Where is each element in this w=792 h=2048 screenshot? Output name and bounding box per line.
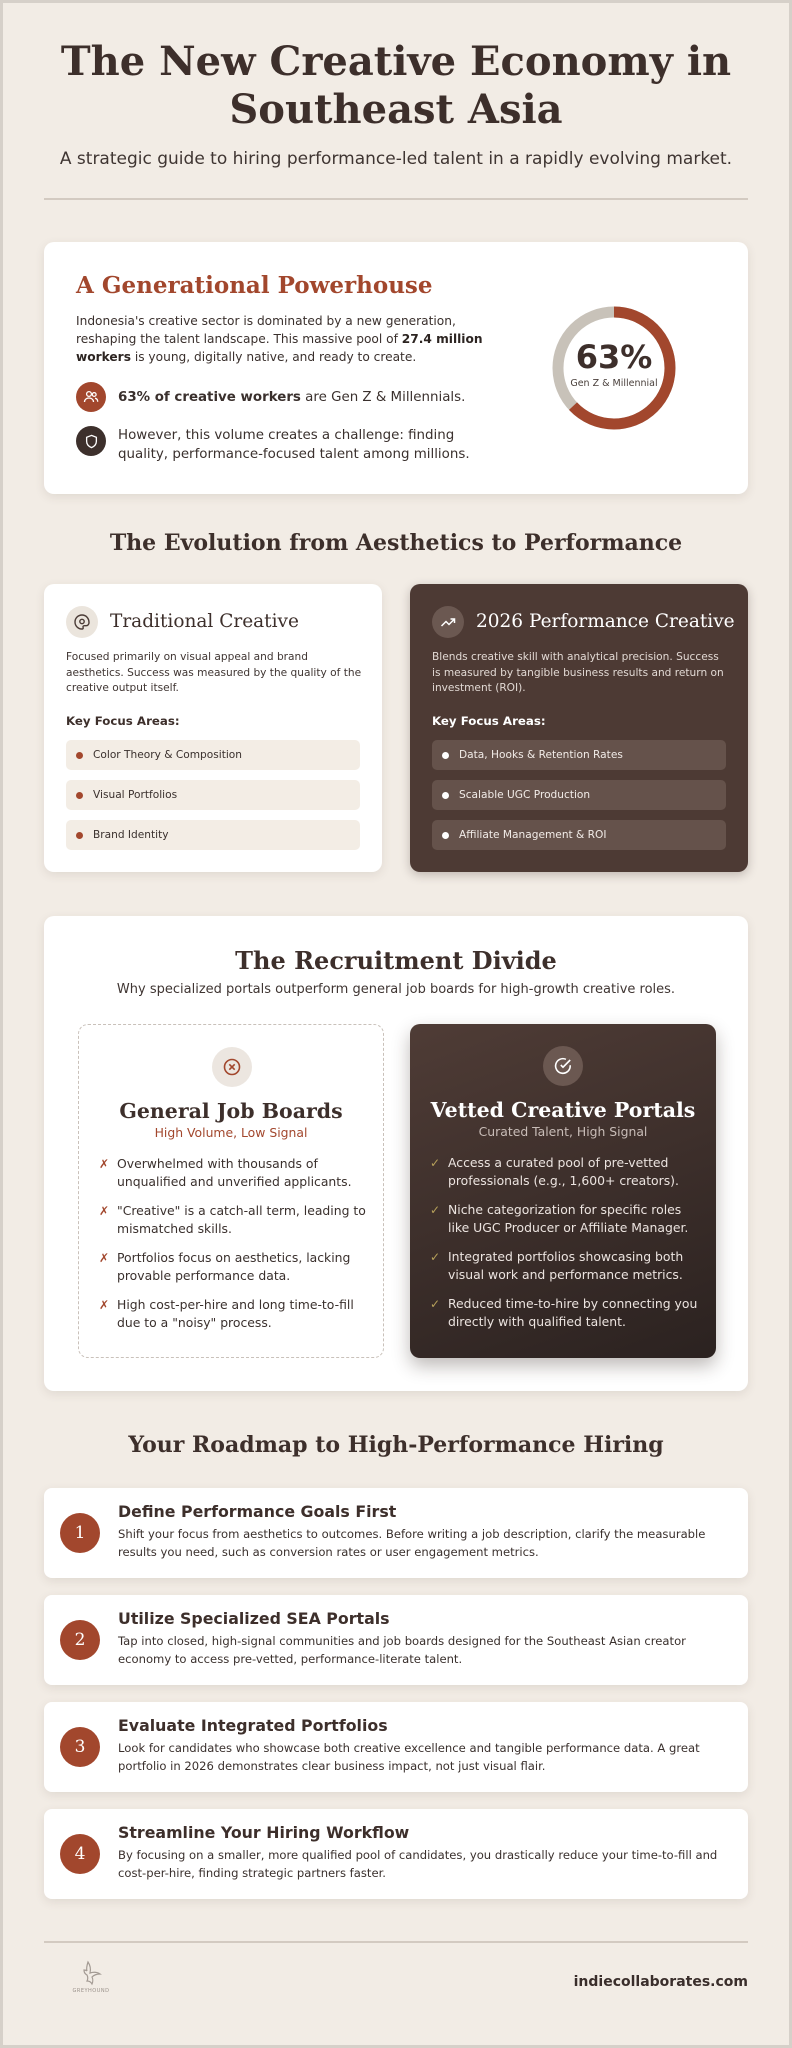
general-job-boards-panel: [78, 1024, 384, 1358]
list-item: [430, 1154, 700, 1190]
site-link[interactable]: indiecollaborates.com: [573, 1974, 748, 1990]
generational-powerhouse-card: [44, 242, 748, 494]
stat-text: [118, 388, 465, 407]
check-circle-icon: [543, 1046, 583, 1086]
lead-text: Indonesia's creative sector is dominated by a new generation, reshaping the talent landscape. This massive pool of: [76, 314, 456, 346]
users-icon: [76, 382, 106, 412]
list-item: [99, 1202, 369, 1238]
roadmap-title: Your Roadmap to High-Performance Hiring: [128, 1432, 664, 1458]
traditional-creative-card: [44, 584, 382, 872]
check-icon: ✓: [430, 1203, 441, 1217]
check-icon: ✓: [430, 1297, 441, 1311]
challenge-text: However, this volume creates a challenge: finding quality, performance-focused talent among millions.: [118, 428, 470, 462]
focus-item: [66, 740, 360, 770]
check-icon: ✓: [430, 1156, 441, 1170]
general-title: General Job Boards: [119, 1099, 343, 1123]
list-item-text: Access a curated pool of pre-vetted professionals (e.g., 1,600+ creators).: [448, 1155, 679, 1188]
list-item-text: "Creative" is a catch-all term, leading to mismatched skills.: [117, 1203, 366, 1236]
performance-creative-card: [410, 584, 748, 872]
step-title: Utilize Specialized SEA Portals: [118, 1609, 390, 1628]
general-subtitle: High Volume, Low Signal: [154, 1125, 308, 1140]
vetted-creative-portals-panel: [410, 1024, 716, 1358]
list-item: [99, 1155, 369, 1191]
donut-label: Gen Z & Millennial: [570, 378, 658, 389]
trend-up-icon: [432, 606, 464, 638]
cross-icon: ✗: [99, 1204, 110, 1218]
x-circle-icon: [212, 1047, 252, 1087]
roadmap-step: [44, 1488, 748, 1578]
palette-icon: [66, 606, 98, 638]
focus-item-label: Color Theory & Composition: [93, 749, 242, 761]
focus-item: [432, 740, 726, 770]
roadmap-step: [44, 1595, 748, 1685]
page-title: The New Creative Economy in Southeast Asia: [60, 38, 732, 133]
list-item-text: High cost-per-hire and long time-to-fill due to a "noisy" process.: [117, 1297, 354, 1330]
challenge-row: [76, 426, 496, 464]
focus-item: [432, 820, 726, 850]
step-title: Streamline Your Hiring Workflow: [118, 1823, 410, 1842]
evolution-title: The Evolution from Aesthetics to Performance: [109, 530, 683, 556]
roadmap-step: [44, 1702, 748, 1792]
page-subtitle: A strategic guide to hiring performance-led talent in a rapidly evolving market.: [59, 149, 733, 169]
list-item-text: Integrated portfolios showcasing both visual work and performance metrics.: [448, 1249, 684, 1282]
footer-divider: [44, 1941, 748, 1943]
focus-item-label: Visual Portfolios: [93, 789, 178, 801]
recruitment-divide-subtitle: Why specialized portals outperform general job boards for high-growth creative roles.: [116, 982, 676, 997]
shield-icon: [76, 426, 106, 456]
stat-row: [76, 382, 496, 412]
vetted-title: Vetted Creative Portals: [430, 1098, 696, 1122]
focus-item-label: Scalable UGC Production: [459, 789, 591, 801]
stat-rest: are Gen Z & Millennials.: [300, 390, 466, 405]
step-number: 1: [60, 1513, 100, 1553]
list-item-text: Niche categorization for specific roles like UGC Producer or Affiliate Manager.: [448, 1202, 689, 1235]
recruitment-divide-title: The Recruitment Divide: [235, 946, 557, 975]
cross-icon: ✗: [99, 1157, 110, 1171]
bullet-dot: [442, 752, 449, 759]
focus-item: [66, 780, 360, 810]
lead-text-end: is young, digitally native, and ready to create.: [130, 350, 417, 364]
check-icon: ✓: [430, 1250, 441, 1264]
focus-item-label: Affiliate Management & ROI: [459, 829, 607, 841]
logo-text: GREYHOUND: [72, 1988, 110, 1994]
step-number: 3: [60, 1727, 100, 1767]
bullet-dot: [76, 792, 83, 799]
step-title: Evaluate Integrated Portfolios: [118, 1716, 388, 1735]
bird-logo-icon[interactable]: [68, 1958, 114, 1998]
bullet-dot: [76, 832, 83, 839]
focus-item-label: Data, Hooks & Retention Rates: [459, 749, 623, 761]
focus-item-label: Brand Identity: [93, 829, 169, 841]
performance-focus-label: Key Focus Areas:: [432, 714, 546, 728]
header: [44, 38, 748, 171]
list-item: [430, 1201, 700, 1237]
list-item-text: Overwhelmed with thousands of unqualified and unverified applicants.: [117, 1156, 352, 1189]
step-description: Look for candidates who showcase both creative excellence and tangible performance data. A great portfolio in 2026 demonstrates clear business impact, not just visual flair.: [118, 1741, 700, 1773]
step-number: 2: [60, 1620, 100, 1660]
cross-icon: ✗: [99, 1298, 110, 1312]
bullet-dot: [442, 792, 449, 799]
traditional-focus-label: Key Focus Areas:: [66, 714, 180, 728]
performance-title: 2026 Performance Creative: [476, 611, 735, 632]
focus-item: [66, 820, 360, 850]
performance-description: Blends creative skill with analytical precision. Success is measured by tangible business results and return on investment (ROI).: [432, 651, 724, 694]
list-item: [430, 1295, 700, 1331]
focus-item: [432, 780, 726, 810]
step-number: 4: [60, 1834, 100, 1874]
step-description: Shift your focus from aesthetics to outcomes. Before writing a job description, clarify the measurable results you need, such as conversion rates or user engagement metrics.: [118, 1527, 706, 1559]
vetted-subtitle: Curated Talent, High Signal: [478, 1124, 648, 1139]
bullet-dot: [442, 832, 449, 839]
donut-value: 63%: [575, 338, 653, 376]
cross-icon: ✗: [99, 1251, 110, 1265]
step-title: Define Performance Goals First: [118, 1502, 397, 1521]
step-description: Tap into closed, high-signal communities and job boards designed for the Southeast Asian creator economy to access pre-vetted, performance-literate talent.: [118, 1634, 686, 1666]
section-heading: A Generational Powerhouse: [76, 272, 433, 299]
stat-bold: 63% of creative workers: [118, 390, 301, 405]
divider: [44, 198, 748, 200]
step-description: By focusing on a smaller, more qualified pool of candidates, you drastically reduce your time-to-fill and cost-per-hire, finding strategic partners faster.: [118, 1848, 718, 1880]
traditional-description: Focused primarily on visual appeal and brand aesthetics. Success was measured by the quality of the creative output itself.: [66, 651, 362, 694]
list-item-text: Portfolios focus on aesthetics, lacking provable performance data.: [117, 1250, 351, 1283]
bullet-dot: [76, 752, 83, 759]
roadmap-step: [44, 1809, 748, 1899]
powerhouse-lead: [76, 312, 486, 366]
gen-z-donut-chart: [550, 304, 678, 432]
lead-highlight: 27.4 million workers: [76, 332, 483, 364]
traditional-title: Traditional Creative: [110, 611, 299, 632]
list-item: [99, 1296, 369, 1332]
list-item: [430, 1248, 700, 1284]
recruitment-divide-card: [44, 916, 748, 1391]
list-item-text: Reduced time-to-hire by connecting you directly with qualified talent.: [448, 1296, 698, 1329]
list-item: [99, 1249, 369, 1285]
